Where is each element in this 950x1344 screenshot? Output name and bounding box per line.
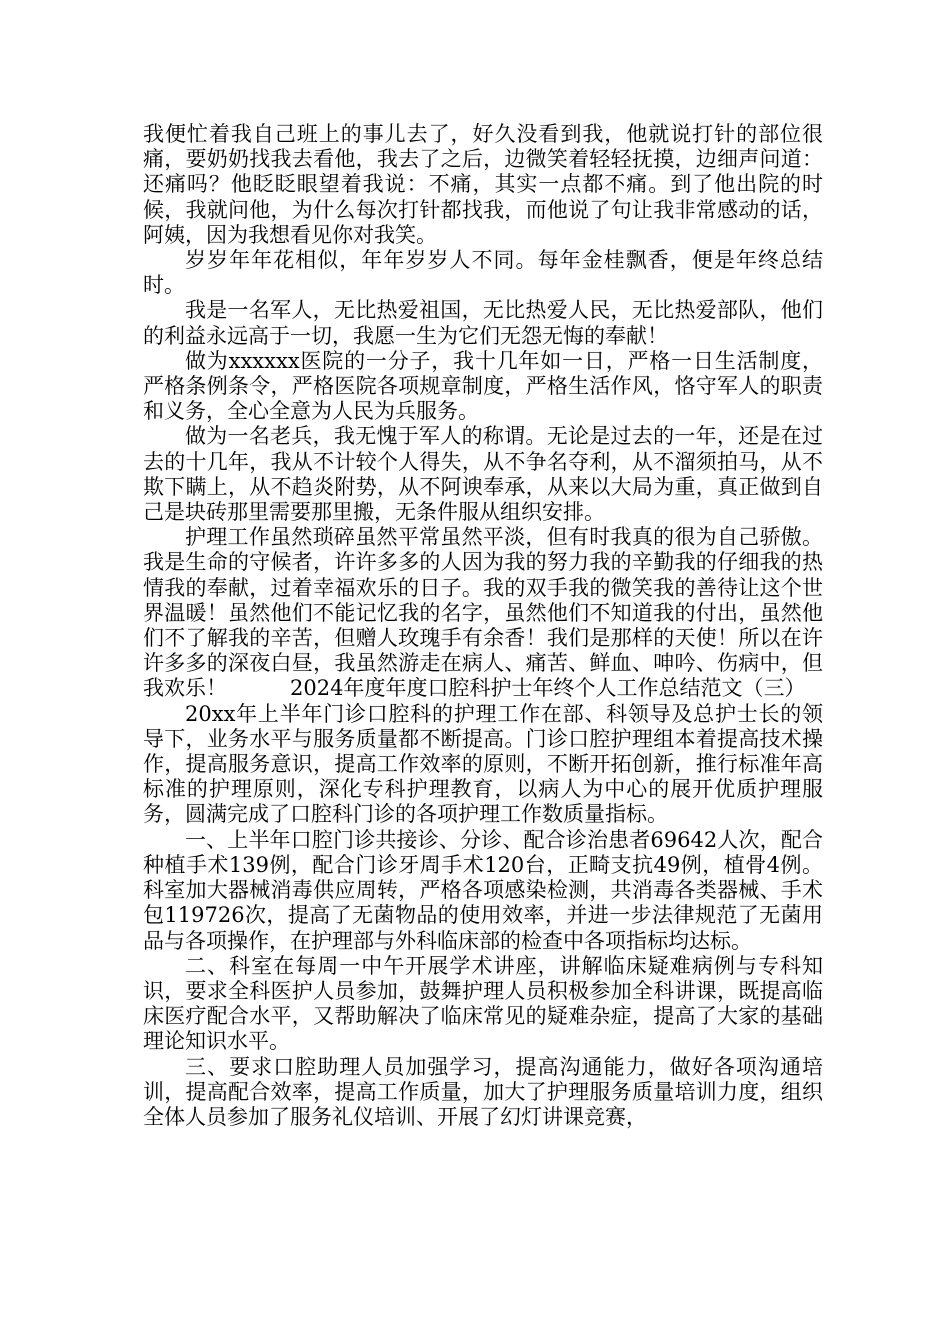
- paragraph-2: 岁岁年年花相似，年年岁岁人不同。每年金桂飘香，便是年终总结时。: [143, 248, 823, 298]
- paragraph-7: 20xx年上半年门诊口腔科的护理工作在部、科领导及总护士长的领导下，业务水平与服务质量都不断提高。门诊口腔护理组本着提高技术操作，提高服务意识，提高工作效率的原则，不断开拓创新，推行标准年高标准的护理原则，深化专科护理教育，以病人为中心的展开优质护理服务，圆满完成了口腔科门诊的各项护理工作数质量指标。: [143, 701, 823, 827]
- paragraph-3: 我是一名军人，无比热爱祖国，无比热爱人民，无比热爱部队，他们的利益永远高于一切，我愿一生为它们无怨无悔的奉献！: [143, 298, 823, 348]
- paragraph-5: 做为一名老兵，我无愧于军人的称谓。无论是过去的一年，还是在过去的十几年，我从不计较个人得失，从不争名夺利，从不溜须拍马，从不欺下瞒上，从不趋炎附势，从不阿谀奉承，从来以大局为重，真正做到自己是块砖那里需要那里搬，无条件服从组织安排。: [143, 424, 823, 525]
- paragraph-8: 一、上半年口腔门诊共接诊、分诊、配合诊治患者69642人次，配合种植手术139例，配合门诊牙周手术120台，正畸支抗49例，植骨4例。科室加大器械消毒供应周转，严格各项感染检测，共消毒各类器械、手术包119726次，提高了无菌物品的使用效率，并进一步法律规范了无菌用品与各项操作，在护理部与外科临床部的检查中各项指标均达标。: [143, 827, 823, 953]
- paragraph-9: 二、科室在每周一中午开展学术讲座，讲解临床疑难病例与专科知识，要求全科医护人员参加，鼓舞护理人员积极参加全科讲课，既提高临床医疗配合水平，又帮助解决了临床常见的疑难杂症，提高了大家的基础理论知识水平。: [143, 953, 823, 1054]
- paragraph-10: 三、要求口腔助理人员加强学习，提高沟通能力，做好各项沟通培训，提高配合效率，提高工作质量，加大了护理服务质量培训力度，组织全体人员参加了服务礼仪培训、开展了幻灯讲课竞赛，: [143, 1054, 823, 1129]
- paragraph-6: 护理工作虽然琐碎虽然平常虽然平淡，但有时我真的很为自己骄傲。我是生命的守候者，许许多多的人因为我的努力我的辛勤我的仔细我的热情我的奉献，过着幸福欢乐的日子。我的双手我的微笑我的善待让这个世界温暖！虽然他们不能记忆我的名字，虽然他们不知道我的付出，虽然他们不了解我的辛苦，但赠人玫瑰手有余香！我们是那样的天使！所以在许许多多的深夜白昼，我虽然游走在病人、痛苦、鲜血、呻吟、伤病中，但我欢乐！ 2024年度年度口腔科护士年终个人工作总结范文（三）: [143, 525, 823, 701]
- paragraph-1: 我便忙着我自己班上的事儿去了，好久没看到我，他就说打针的部位很痛，要奶奶找我去看他，我去了之后，边微笑着轻轻抚摸，边细声问道：还痛吗？他眨眨眼望着我说：不痛，其实一点都不痛。到了他出院的时候，我就问他，为什么每次打针都找我，而他说了句让我非常感动的话，阿姨，因为我想看见你对我笑。: [143, 122, 823, 247]
- paragraph-4: 做为xxxxxx医院的一分子，我十几年如一日，严格一日生活制度，严格条例条令，严格医院各项规章制度，严格生活作风，恪守军人的职责和义务，全心全意为人民为兵服务。: [143, 348, 823, 424]
- document-body: [143, 122, 823, 1130]
